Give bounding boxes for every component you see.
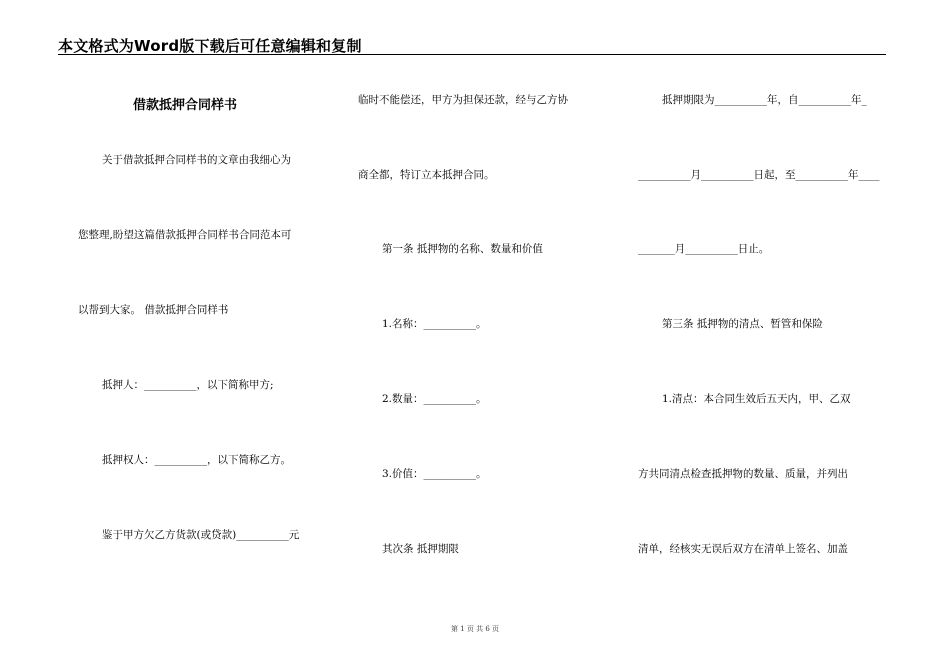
col2-line-6: 3.价值：__________。 — [382, 468, 487, 480]
col2-line-3: 第一条 抵押物的名称、数量和价值 — [382, 243, 543, 255]
col3-line-6: 方共同清点检查抵押物的数量、质量，并列出 — [638, 468, 848, 480]
col1-line-5: 抵押权人：__________，以下简称乙方。 — [102, 454, 291, 466]
col3-line-5: 1.清点：本合同生效后五天内，甲、乙双 — [662, 393, 851, 405]
col3-line-1: 抵押期限为__________年，自__________年_ — [662, 94, 867, 106]
page-number: 第 1 页 共 6 页 — [450, 625, 500, 633]
col1-line-2: 您整理,盼望这篇借款抵押合同样书合同范本可 — [78, 229, 292, 241]
col3-line-3: _______月__________日止。 — [638, 243, 770, 255]
col1-line-6: 鉴于甲方欠乙方货款(或贷款)__________元 — [102, 529, 300, 541]
document-title: 借款抵押合同样书 — [133, 98, 238, 113]
col2-line-5: 2.数量：__________。 — [382, 393, 487, 405]
header-divider — [58, 54, 886, 55]
col2-line-1: 临时不能偿还，甲方为担保还款，经与乙方协 — [358, 94, 568, 106]
col2-line-2: 商全都，特订立本抵押合同。 — [358, 169, 495, 181]
col3-line-2: __________月__________日起，至__________年____ — [638, 169, 880, 181]
col3-line-7: 清单，经核实无误后双方在清单上签名、加盖 — [638, 543, 848, 555]
document-header-title: 本文格式为Word版下载后可任意编辑和复制 — [58, 37, 362, 55]
col3-line-4: 第三条 抵押物的清点、暂管和保险 — [662, 318, 823, 330]
col1-line-1: 关于借款抵押合同样书的文章由我细心为 — [102, 154, 291, 166]
col2-line-7: 其次条 抵押期限 — [382, 543, 459, 555]
col2-line-4: 1.名称：__________。 — [382, 318, 487, 330]
col1-line-3: 以帮到大家。 借款抵押合同样书 — [78, 304, 229, 316]
col1-line-4: 抵押人：__________，以下简称甲方; — [102, 379, 274, 391]
